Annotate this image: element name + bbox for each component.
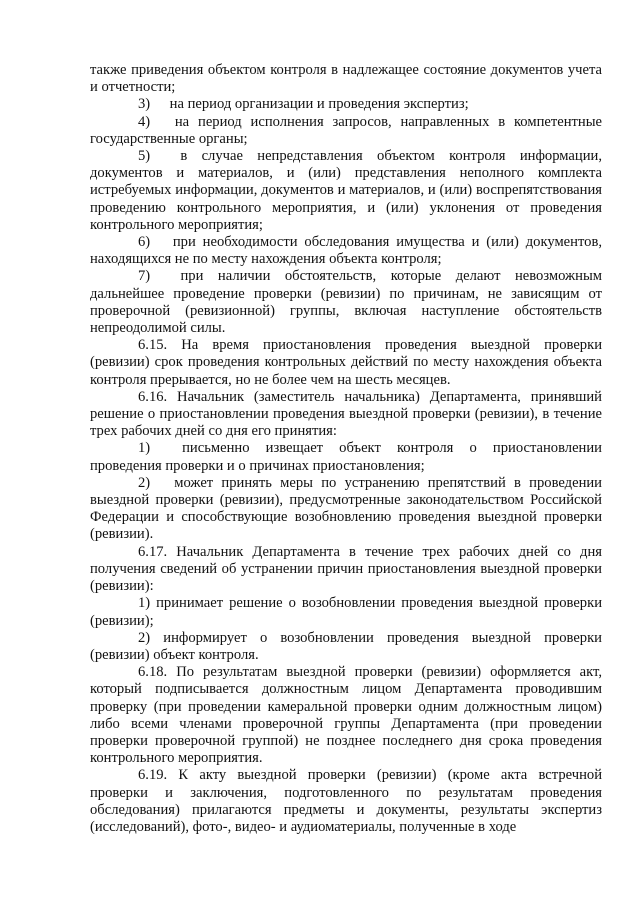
section-6-15: 6.15. На время приостановления проведения выездной проверки (ревизии) срок проведения контрольных действий по месту нахождения объекта контроля прерывается, но не более чем на шесть месяцев.: [90, 337, 602, 388]
list-item-text: на период исполнения запросов, направленных в компетентные государственные органы;: [90, 113, 602, 147]
list-item-1: [90, 440, 602, 474]
list-item-text: в случае непредставления объектом контроля информации, документов и материалов, и (или) представления неполного комплекта истребуемых информации, документов и материалов, и (или) воспрепятствования проведению контрольного мероприятия, и (или) уклонения от проведения контрольного мероприятия;: [90, 148, 602, 233]
list-number: 1): [138, 440, 151, 457]
list-item-4: [90, 114, 602, 148]
document-body: [90, 62, 602, 836]
list-item-text: при необходимости обследования имущества и (или) документов, находящихся не по месту нахождения объекта контроля;: [90, 234, 602, 268]
list-number: 4): [138, 113, 151, 130]
list-item-3: [90, 96, 602, 113]
list-number: 7): [138, 268, 151, 285]
section-6-16: 6.16. Начальник (заместитель начальника) Департамента, принявший решение о приостановлении проведения выездной проверки (ревизии), в течение трех рабочих дней со дня его принятия:: [90, 388, 602, 440]
list-item-5: [90, 148, 602, 234]
list-item-6: [90, 234, 602, 268]
list-number: 2): [138, 474, 151, 491]
list-item-text: письменно извещает объект контроля о приостановлении проведения проверки и о причинах приостановления;: [90, 440, 602, 474]
list-number: 6): [138, 234, 151, 251]
section-6-17-item-2: 2) информирует о возобновлении проведения выездной проверки (ревизии) объект контроля.: [90, 629, 602, 663]
section-6-18: 6.18. По результатам выездной проверки (ревизии) оформляется акт, который подписывается должностным лицом Департамента проводившим проверку (при проведении камеральной проверки одним должностным лицом) либо всеми членами проверочной группы Департамента (при проведении проверки проверочной группой) не позднее последнего дня срока проведения контрольного мероприятия.: [90, 664, 602, 767]
list-number: 3): [138, 96, 151, 113]
paragraph-continuation: также приведения объектом контроля в надлежащее состояние документов учета и отчетности;: [90, 62, 602, 96]
list-item-7: [90, 268, 602, 337]
list-item-2: [90, 475, 602, 544]
section-6-19: 6.19. К акту выездной проверки (ревизии) (кроме акта встречной проверки и заключения, подготовленного по результатам проведения обследования) прилагаются предметы и документы, результаты экспертиз (исследований), фото-, видео- и аудиоматериалы, полученные в ходе: [90, 767, 602, 835]
list-item-text: при наличии обстоятельств, которые делают невозможным дальнейшее проведение проверки (ревизии) по причинам, не зависящим от проверочной (ревизионной) группы, включая наступление обстоятельств непреодолимой силы.: [90, 268, 602, 337]
section-6-17-item-1: 1) принимает решение о возобновлении проведения выездной проверки (ревизии);: [90, 595, 602, 629]
list-item-text: на период организации и проведения экспертиз;: [169, 96, 469, 113]
list-number: 5): [138, 148, 151, 165]
section-6-17: 6.17. Начальник Департамента в течение трех рабочих дней со дня получения сведений об устранении причин приостановления выездной проверки (ревизии):: [90, 543, 602, 595]
list-item-text: может принять меры по устранению препятствий в проведении выездной проверки (ревизии), предусмотренные законодательством Российской Федерации и способствующие возобновлению проведения выездной проверки (ревизии).: [90, 474, 602, 543]
